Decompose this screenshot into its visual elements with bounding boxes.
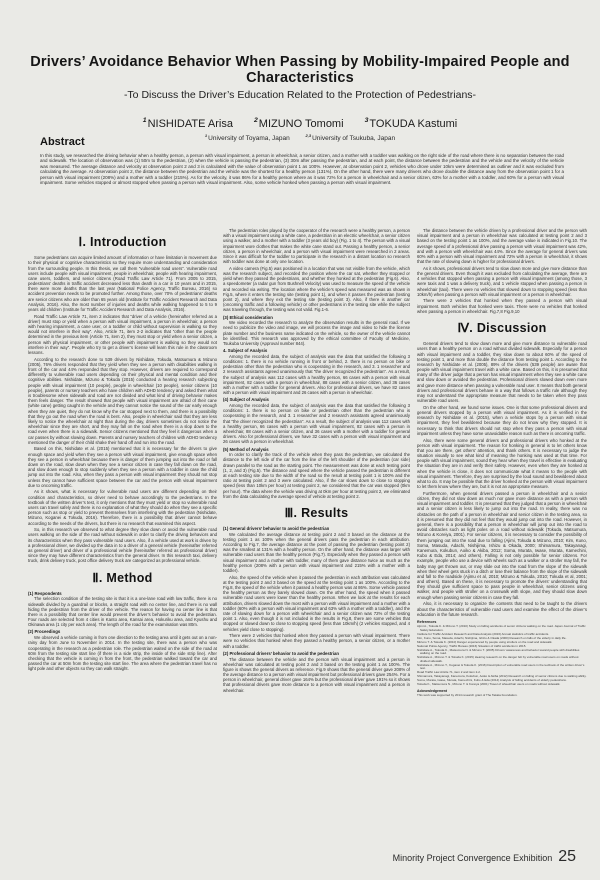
affiliations-line xyxy=(0,133,600,142)
paragraph: Road Traffic Law Article 71, item 2 indicates that “driver of a vehicle (hereinafter referred as a driver) must stop or yield when a person with visual impairment, a person in wheelchair, a person with hearing impairment, a cane user, or a toddler or child without supervision is walking so they would not interfere in their way”. Also, Article 71, item 2-2 indicates that “other than the people determined in the previous item (Article 71, item 2), they must stop or yield when a senior citizen, a person with physical impairment, or other people with impairment is walking so they would not interfere in their way”. People who try to get a driver’s license will learn this rule in the classroom lessons. xyxy=(28,313,217,355)
sub-heading: (1) General drivers’ behavior to avoid the pedestrian xyxy=(223,526,330,531)
reference-item: Nishidate A., Mizuno T. & Tokuda K. (2015) Hearing research on the danger felt by vulnerable road users on roads without divided sidewalk. xyxy=(417,655,579,663)
acknowledgement-heading: Acknowledgement xyxy=(417,689,447,694)
paragraph: So, in this research we observed to what degree they slow down or avoid the vulnerable road users walking on the side of the road without sidewalk in order to clarify the driving behaviors and its characteristics when they pass vulnerable road users. Also, if a vehicle used at work is driven by a professional driver, we divided up the data in to a driver of a general vehicle (hereinafter referred as general driver) and driver of a professional vehicle (hereinafter referred as professional driver) since they may have different characteristics from the general driver. In this research taxi, delivery truck, drink delivery truck, post office delivery truck are categorized as professional vehicle. xyxy=(28,527,217,564)
section-heading: Ⅰ. Introduction xyxy=(78,235,167,249)
reference-item: Road Traffic Law Article 71, item 2 and item 2-2. xyxy=(417,670,481,675)
abstract-heading: Abstract xyxy=(40,136,85,148)
reference-item: Shimamura, Takayanagi, Kanemura, Kokubun, Aoiko & Akiba (2012) Research on falling of senior citizens due to walking ability. xyxy=(417,674,587,679)
affiliation-sup: 1 xyxy=(204,132,208,138)
footer xyxy=(393,848,576,866)
reference-item: National Police Agency, Traffic Bureau (2016) Situation of traffic accidents in 2015. xyxy=(417,643,527,648)
sub-heading: 4. Subject of Analysis xyxy=(223,348,268,354)
affiliation-name: University of Toyama, Japan xyxy=(208,134,290,142)
paragraph: The distance between the vehicle driven by a professional driver and the person with visual impairment and a person in wheelchair was calculated at testing point 2 and 3 based on the testing point 1 as 100%, and the average value is indicated in Fig.10. The average speed of a professional drive passing a person with visual impairment was 42%, and with a person with wheelchair was 44%. Since the average for general drivers was 60% with a person with visual impairment and 72% with a person in wheelchair, it shows that the rate of slowing down is higher for professional drivers. xyxy=(417,228,587,265)
paragraph: According to the research done to 539 drivers by Nishidate, Tokuda, Matsumura & Mizuno (2005), 76% drivers responded that they yield when they see a person with disabilities walking in front of the car and 44% responded that they stop. However, drivers are required to correspond differently to vulnerable road users depending on their physical and mental condition and their cognitive abilities. Nishidate, Mizuno & Tokuda (2015) conducted a hearing research subjecting people with visual impairment (10 people), people in wheelchair (10 people), senior citizens (10 people), parents or nursery teachers who have children with ADHD tendency and asked them what is troublesome when sidewalk and road are not divided and what kind of driving behavior makes them feels danger. The result showed that people with visual impairment are afraid of their cane (white cane) getting caught in the vehicle and they cannot notice the sound of the car early enough when they are quiet, they do not know why the car stopped next to them, and there is a possibility that they go out the road when the road is bent. Also, people in wheelchair said that they are less likely to notice the wheelchair at night than during the day, drivers sometimes do not notice the wheelchair since they are short, and they may fall on the road when there is a slop down to the road even when there is a sidewalk. Senior citizens mentioned that they feel it dangerous when a car passes by without slowing down. Parents and nursery teachers of children with ADHD tendency mentioned the danger of their child shake their hand off and run into the road. xyxy=(28,356,217,445)
paragraph: There were 2 vehicles that honked when they passed a person with visual impairment. There were no vehicles that honked when they passed a healthy person, a senior citizen, or a mother with a toddler. xyxy=(223,633,410,649)
paragraph: We observed a vehicle coming in from one direction to the testing area until it gets out on a non-rainy day from June to November in 2014. In the testing site, there was a person who was cooperating in the research as a pedestrian role. The pedestrian waited on the side of the road at 60m from the testing site start line (if there is a side strip, the inside of the side strip line). After checking that the vehicle is coming in from the front, the pedestrian walked toward the car and passed the car at 50m from the testing site start line. The area where the pedestrian travel has no light pole and other objects so they can walk straight. xyxy=(28,635,217,672)
paragraph: Some pedestrians can acquire limited amount of information or have limitation in movement due to their physical or cognitive characteristics so they require more understanding and consideration from the surrounding people. In this thesis, we call them “vulnerable road users”. Vulnerable road users include people with visual impairment, people in wheelchair, people with hearing impairment, cane users, toddlers, and senior citizens (Road Traffic Law Article 71). From 2005 to 2015, pedestrians’ deaths in traffic accident decreased less than death in a car in 10 years and in 2015, there were more deaths than the last year (National Police Agency, Traffic Bureau, 2016) so accident prevention needs to be promoted further. Among those, over 70% of pedestrians’ deaths are senior citizens who are older than 65 years old (Institute for Traffic Accident Research and Data Analysis, 2016). Also, the most number of injuries and deaths while walking happened to 5 to 9 years old children (Institute for Traffic Accident Research and Data Analysis, 2016). xyxy=(28,255,217,312)
reference-item: Mizuno T. & Tokuda K. (2010) Danger experienced by people using strollers on the road and sidewalk. xyxy=(417,639,553,644)
affiliation xyxy=(204,132,290,142)
paragraph: The distance between the vehicle and the person with visual impairment and a person in wheelchair was calculated at testing point 2 and 3 based on the testing point 1 as 100%. The figure is shows the general drivers as reference. Fig.9 shows that the general driver gave 208% of the average distance to a person with visual impairment but professional drivers gave 254%. For a person in wheelchair, general driver gave 164% but the professional driver gave 191% so it shows that professional drivers gave more distance to a person with visual impairment and a person in wheelchair. xyxy=(223,656,410,693)
author xyxy=(365,118,458,130)
reference-item: Nishidate A., Mizuno T., Koganei & Tokuda K. (2016) Description of vulnerable road users in the textbook of the written driver’s test. xyxy=(417,662,585,671)
author-sup: 2 xyxy=(254,117,258,124)
abstract-text: In this study, we researched the driving behavior when a healthy person, a person with visual impairment, a person in wheelchair, a senior citizen, and a mother with a toddler was walking on the right side of the road where there is no separation between the road and sidewalk. The location of observation was (1) 50m to the pedestrian, (2) when the vehicle is passing the pedestrian, (3) 30m after passing the pedestrian, and at each point, the distance between the pedestrian and the vehicle and the velocity of the vehicle was measured. The average distance and velocity at observation point 2 and 3 is calculated with the value of observation point 1 as 100%. However, at observation point 2, vehicles who drove under 10km were determined as outliner and it was excluded from calculating the average. At observation point 2, the distance between the pedestrian and the vehicle was the shortest for a healthy person (131%). On the other hand, there were many drivers who drove double the distance away from the observation point 1 for a person with visual impairment (208%) and a mother with a toddler (215%). As for the velocity, it was 86% for a healthy person where as it was 72% for a person in wheelchair and a senior citizen, 63% for a mother with a toddler, and 60% for a person with visual impairment. Some vehicles stopped or almost stopped when passing a person with visual impairment. Also, some vehicle honked when passing a person with visual impairment. xyxy=(40,153,564,186)
section-heading: Ⅱ. Method xyxy=(92,570,153,585)
paragraph: We calculated the average distance at testing point 2 and 3 based on the distance at the testing point 1 as 100% when the general drivers pass the pedestrian in each attribution. According to Fig.7, the average distance at the point of passing the pedestrian (testing point 2) was the smallest at 131% with a healthy person. On the other hand, the distance was larger with vulnerable road users than the healthy person (Fig.7). Especially when they passed a person with visual impairment and a mother with toddler, many of them gave distance twice as much as the healthy person (208% with a person with visual impairment and 215% with a mother with a toddler). xyxy=(223,531,410,573)
reference-item: Tokuda K., Matsumura N., Mizuno T. & Koreiya (2001) Travel of wheelchair users on roads without sidewalk. xyxy=(417,682,561,687)
acknowledgement-text: This work was supported by 2014 research grant of The Takata Foundation. xyxy=(417,692,518,697)
column-1 xyxy=(28,228,217,673)
author-sup: 1 xyxy=(142,117,147,124)
sub-heading: (2) Proceedings xyxy=(28,629,61,635)
section-heading: Ⅳ. Discussion xyxy=(457,321,547,335)
author xyxy=(254,118,344,130)
page-title: Drivers’ Avoidance Behavior When Passing by Mobility-Impaired People and Characteristics xyxy=(30,54,570,86)
sub-heading: (2) Professional drivers’ behavior to avoid the pedestrian xyxy=(223,650,340,656)
paragraph: Furthermore, when general drivers passed a person in wheelchair and a senior citizen, they did not slow down as much nor gave more distance as with a person with visual impairment and toddler. It is presumed that they judged that a person in wheelchair and a senior citizen is less likely to jump out into the road. In reality, there was no obstacles on the path of a person in wheelchair and senior citizen in the testing area, so it is presumed that they did not feel that they would jump out into the road. However, in general, there is a possibility that a person in wheelchair will jump out into the road to avoid obstacles such as light poles on a road without sidewalk (Tokuda, Matsumura, Mizuno & Koreiya, 2001). For senior citizens, it is necessary to consider the possibility of them jumping out into the road due to falling (Ajimi, Tokuda & Mizuno, 2010; Kim, Kuno, Soma, Masuda, Adachi, Nishijima, Ishizu & Okada, 2000; Shimamura, Takayanagi, Kanemura, Kokubun, Aoiko & Akiba, 2012; Soma, Murata, Iwase, Murata, Kamechini, Kubo & Eda, 2014; and others). Falling is not only possible for senior citizens. For example, people who use a device with wheels such as a walker or a stroller may fall, the baby may get thrown out, or may slide out into the road from the slope of the sidewalk when their wheel gets stuck in a ditch or lose their balance from the slope of the sidewalk and fall to the roadside (Ajimu et al, 2010; Mizuno & Tokuda, 2010; Tokuda et al, 2001; and others). Based on these, it is necessary to promote the drivers’ understanding that they should give sufficient space to pass people in wheelchair, senior citizens using walker, and people with stroller on a crosswalk with slope, and they should slow down enough when passing senior citizens in case they fall. xyxy=(417,490,587,600)
paragraph: Based on this, Nishidate et al. (2015) mentioned that it is necessary for the drivers to give enough space and yield when they see a person with visual impairment, give enough space when they see a person in wheelchair because there is danger of them jumping out into the road or fall down on the road, slow down when they see a senior citizen in case they fall down on the road, and slow down enough to stop suddenly when they see a person with a toddler in case the child jump out into the road. Also, when they pass a person with visual impairment they should not stop unless they cannot have sufficient space between the car and the person with visual impairment due to oncoming traffic. xyxy=(28,446,217,488)
paragraph: Also, it is necessary to organize the contents that need to be taught to the drivers about the characteristics of vulnerable road users and examine the effect of the driver’s education in the future research. xyxy=(417,601,587,617)
page-number: 25 xyxy=(558,848,576,865)
paragraph: A video camera (Fig.5) was positioned in a location that was not visible from the vehicle, which was the research subject, and recorded the position where the car sat, whether they stopped or yield when they passed the pedestrians, and whether they honked at the pedestrian (Fig.6). Also, a speedometer (a radar gun from Bushnell Velocity) was used to measure the speed of the vehicle and recorded via writing. The location where the vehicle’s speed was measured was as shown in Fig.5, where it enters the testing site (testing point 1), and when it passes the pedestrian (testing point 2), and where they exit the testing site (testing point 3). Also, if there is another car (oncoming traffic and a following vehicle) or other pedestrians in the testing site while the subject was traveling through, the testing was not valid. Fig.1-6. xyxy=(223,265,410,313)
author-name: MIZUNO Tomomi xyxy=(258,117,344,130)
sub-heading: (1) Respondents xyxy=(28,590,62,596)
reference-item: Ajimi A., Tokuda K. & Mizuno T. (2010) Study on falling accidents of senior citizens walking on the road. Japan Journal of Traffic Safety Education. xyxy=(417,624,586,632)
sub-heading: (5) Method of Analysis xyxy=(223,446,269,452)
affiliation-name: University of Tsukuba, Japan xyxy=(312,134,396,142)
paragraph: Among the recorded data, the subject of analysis was the data that satisfied the following 3 conditions: 1. there is no person on bike or pedestrian other than the pedestrian who is cooperating in the research, and 3. 1 researcher and 2 research assistants agreed unanimously that “the driver recognized the pedestrian”. As a result, the subject of analysis was 112 cases with a healthy person, 66 cases with a person with visual impairment, 82 cases with a person in wheelchair, 88 cases with a senior citizen, and 36 cases with a mother with a toddler for general drivers. Also for professional drivers, we have 32 cases with a person with visual impairment and 26 cases with a person in wheelchair. xyxy=(223,403,410,445)
sub-heading: (3) Ethical consideration xyxy=(223,314,273,320)
paragraph: On the other hand, we found some issues. One is that some professional drivers and general drivers stopped by a person with visual impairment. As it is verified in the research by Nishidate et al. (2015), when a vehicle stops by a person with visual impairment, they feel bewildered because they do not know why they stopped. It is necessary to think that drivers should not stop when they pass a person with visual impairment unless they have some unavoidable reason such as there is oncoming traffic. xyxy=(417,404,587,436)
author xyxy=(143,118,233,130)
column-2 xyxy=(223,228,410,694)
paragraph: Among the recorded data, the subject of analysis was the data that satisfied the following 3 conditions: 1. there is no vehicle running in front or behind, 2. there is no person on bike or pedestrian other than the pedestrian who is cooperating in the research, and 3. 1 researcher and 2 research assistants agreed unanimously that “the driver recognized the pedestrian”. As a result, the subject of analysis was 112 cases with a healthy person, 66 cases with a person with visual impairment, 82 cases with a person in wheelchair, 88 cases with a senior citizen, and 36 cases with a mother with a toddler for general drivers. Also for professional drivers, we have 82 cases with a person with visual impairment and 26 cases with a person in wheelchair. xyxy=(223,353,410,396)
affiliation xyxy=(305,132,396,142)
reference-item: Soma, Murata, Iwase, Murata, Kamechini, Kubo & Eda (2014) Analysis of falling accidents of elderly pedestrians. xyxy=(417,678,567,683)
paragraph: General drivers tend to slow down more and give more distance to vulnerable road users than a healthy person on a road without divided sidewalk. Especially for a person with visual impairment and a toddler, they slow down to about 60% of the speed of testing point 1, and more than double the distance from testing point 1. According to the research by Nishidate et al. (2005), 89% of the drivers (539 people) are aware that people with visual impairment travel with a white cane. Based on this, it is presumed that many of the driver judge that a person has visual impairment when they see a white cane and slow down or avoided the pedestrian. Professional drivers slowed down even more and gave more distance when passing a vulnerable road user. It means that both general drivers and professional drivers behave in a way that follows a traffic rule although they may not understand the appropriate measure that needs to be taken when they pass vulnerable road users. xyxy=(417,341,587,404)
column-3 xyxy=(417,228,587,697)
reference-item: Nishidate A., Tokuda K., Matsumura N. & Mizuno T. (2005) Drivers’ awareness and behavior toward people with disabilities walking on the road. xyxy=(417,647,580,656)
references-heading: References xyxy=(417,619,437,624)
page-subtitle: -To Discuss the Driver’s Education Related to the Protection of Pedestrians- xyxy=(123,89,477,101)
footer-exhibition-title: Minority Project Convergence Exhibition xyxy=(392,853,553,863)
affiliation-sup: 2,3 xyxy=(305,132,312,138)
paragraph: We video recorded the research to analyze the observation results in the general road. If we need to publicize the video and image, we will process the image and video to hide the license plate number and the business name indicated on the vehicle, so the owner of the vehicle cannot be identified. This research was approved by the ethical committee of Faculty of Medicine, Tsukuba University (Approval number 844). xyxy=(223,320,410,346)
authors-line xyxy=(0,117,600,130)
section-heading: Ⅲ. Results xyxy=(284,505,349,520)
sub-heading: (4) Subject of Analysis xyxy=(223,397,269,403)
reference-item: Institute for Traffic Accident Research and Data Analysis (2016) Annual statistics of traffic accidents. xyxy=(417,631,550,636)
author-name: TOKUDA Kastumi xyxy=(369,117,458,130)
paragraph: In order to clarify the track of the vehicle when they pass the pedestrian, we calculated the distance to the left side of the car from the line of the left shoulder of the pedestrian (car side) drawn parallel to the road as the starting point. The measurement was done at each testing point (1, 2, and 3) (Fig.5). The distance and speed where the vehicle passed the pedestrian is different at each testing site due to the width of the road so the result at testing point 1 is 100% and the ratio at testing point 2 and 3 were calculated. Also, if the car slows down to close to stopping speed (less than 10km per hour) at testing point 2, we considered that the car was stopped (0km per hour). The data where the vehicle was driving at 0km per hour at testing point 2, we eliminated from the data calculating the average speed of vehicle at testing point 2. xyxy=(223,452,410,499)
author-sup: 3 xyxy=(364,117,369,124)
paragraph: The selection condition of the testing site is that it is a one-lane road with low traffic, there is no sidewalk divided by a guardrail or blocks, a straight road with no center line, and there is no wall hiding the pedestrian from the driver of the vehicle. The reason for having no center line is that there is a possibility that center line would prevent the driver’s behavior to avoid the pedestrian. Four roads are selected from 4 cities in Kanto area, Kansai area, Hokuriku area, and Kyushu and Okinawa area (1 city per each area). The length of the road for the examination was 80m. xyxy=(28,596,217,628)
paragraph: There were 2 vehicles that honked when they passed a person with visual impairment. Both vehicles that honked were taxis. There were no vehicles that honked when passing a person in wheelchair. Fig.7,8 Fig.9,10 xyxy=(417,298,587,314)
paragraph: Also, there were some general drivers and professional drivers who honked at the person with visual impairment. The reason for honking in general is to let others know that you are there, get others’ attention, and thank others. It is necessary to judge the situation visually to see what kind of meaning the honking was used at that time. For people with visual impairment, sound they hear when they travel is effective in evaluating the situation they are in and verify their safety. However, even when they are honked at when the vehicle is close, it does not communicate what it means to the people with visual impairment. Therefore, they are surprised by the loud sound and bewildered about what to do. It may be possible that the driver honked at the person with visual impairment to let them know where they are, but it is not an appropriate measure. xyxy=(417,437,587,490)
paragraph: As it shows, what is necessary for vulnerable road users are different depending on their condition and characteristics, so driver need to behave accordingly to the pedestrians. In the textbook of the written driver’s test, it only mentions that they must yield or stop so vulnerable road users can travel safely and there is no explanation of what they should do when they see a specific person such as stop or yield to prevent themselves from interfering with the pedestrian (Nishidate, Mizuno, Koganei & Tokuda, 2016). Therefore, there is a possibility that driver cannot behave according to the needs of the drivers, but there is no research that examined this aspect. xyxy=(28,489,217,526)
author-name: NISHIDATE Arisa xyxy=(147,117,233,130)
paragraph: As it shows, professional drivers tend to slow down more and give more distance than the general drivers. Even though it was excluded from calculating the average, there are 4 vehicles that stopped when passing a person with visual impairment (among those, 3 were taxis and 1 was a delivery truck), and 1 vehicle stopped when passing a person in wheelchair (taxi). There were no vehicles that slowed down to stopping speed (less than 10km/h) when passing a person with visual impairment or a person in wheelchair. xyxy=(417,265,587,297)
reference-item: Kim, Kuno, Soma, Masuda, Adachi, Nishijima, Ishizu & Okada (2000) Research on falls of the elderly in daily life. xyxy=(417,635,567,640)
header xyxy=(0,0,600,142)
paragraph: Also, the speed of the vehicle when it passed the pedestrian in each attribution was calculated at the testing point 2 and 3 based on the speed at the testing point 1 as 100%. According to the Fig.8, the speed of the vehicle when it passed a healthy person was at 86%. Some vehicle passed the healthy person as they barely slowed down. On the other hand, the speed when it passed vulnerable road users were lower than the healthy person. When we look at the results for each attribution, drivers slowed down the most with a person with visual impairment and a mother with a toddler (60% with a person with visual impairment and 63% with a mother with a toddler), and the rate of slowing down for a person with wheelchair and a senior citizen was 72% of the testing point 1. Also, even though it is not included in the results in Fig.8, there are some vehicles that stopped or slowed down to close to stopping speed (less than 10km/h) (2 vehicles stopped, and 4 vehicles yield close to stopping). xyxy=(223,574,411,632)
paragraph: The pedestrian roles played by the cooperator of the research were a healthy person, a person with a visual impairment using a white cane, a pedestrian in an electric wheelchair, a senior citizen using a walker, and a mother with a toddler (3 years old boy) (Fig. 1 to 4). The person with a visual impairment wore clothes that makes the white cane stand out. Passing a healthy person, a senior citizen, a person in wheelchair, and a person with visual impairment were researched in 2 areas. Since it was difficult for the toddler to participate in the research in a distant location so research with toddler was done at only one location. xyxy=(223,228,410,265)
